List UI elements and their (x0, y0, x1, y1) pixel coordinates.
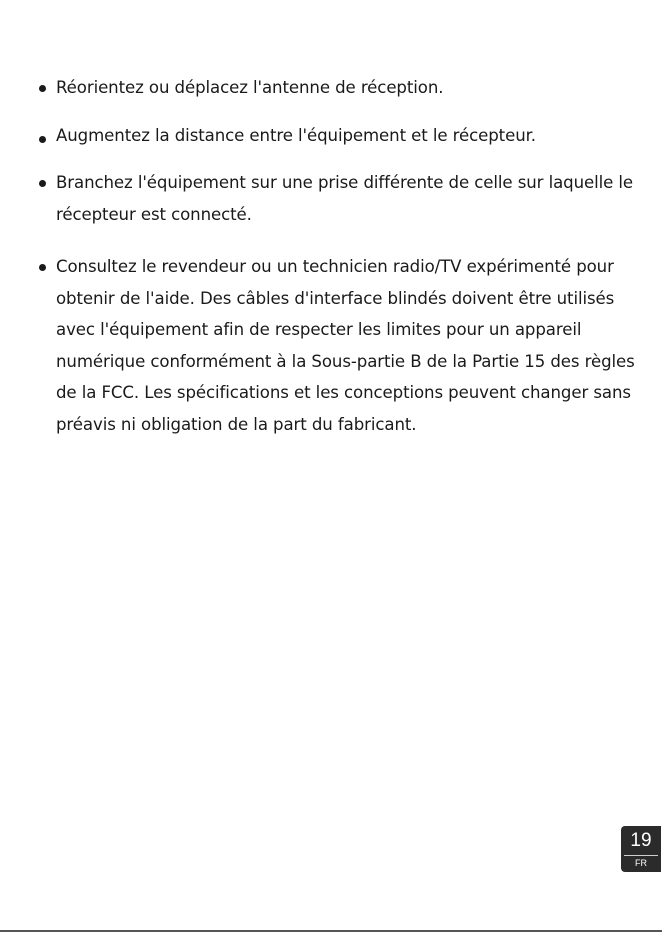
bullet-item (36, 120, 636, 152)
bottom-rule (0, 930, 662, 932)
bullet-text: Branchez l'équipement sur une prise différente de celle sur laquelle le récepteur est connecté. (56, 173, 634, 224)
bullet-list (36, 72, 636, 456)
bullet-text: Consultez le revendeur ou un technicien radio/TV expérimenté pour obtenir de l'aide. Des câbles d'interface blindés doivent être utilisés avec l'équipement afin de respecter les limites pour un appareil numérique conformément à la Sous-partie B de la Partie 15 des règles de la FCC. Les spécifications et les conceptions peuvent changer sans préavis ni obligation de la part du fabricant. (56, 257, 635, 434)
bullet-item (36, 167, 636, 230)
page-number: 19 (630, 830, 652, 851)
bullet-text: Augmentez la distance entre l'équipement et le récepteur. (56, 125, 536, 145)
bullet-dot-icon (39, 264, 46, 271)
bullet-item (36, 72, 636, 104)
bullet-dot-icon (39, 180, 46, 187)
page-language: FR (635, 858, 647, 868)
bullet-text: Réorientez ou déplacez l'antenne de réception. (56, 78, 444, 97)
bullet-dot-icon (39, 136, 46, 143)
bullet-dot-icon (39, 85, 46, 92)
bullet-item (36, 251, 636, 440)
page-number-badge (621, 826, 661, 872)
